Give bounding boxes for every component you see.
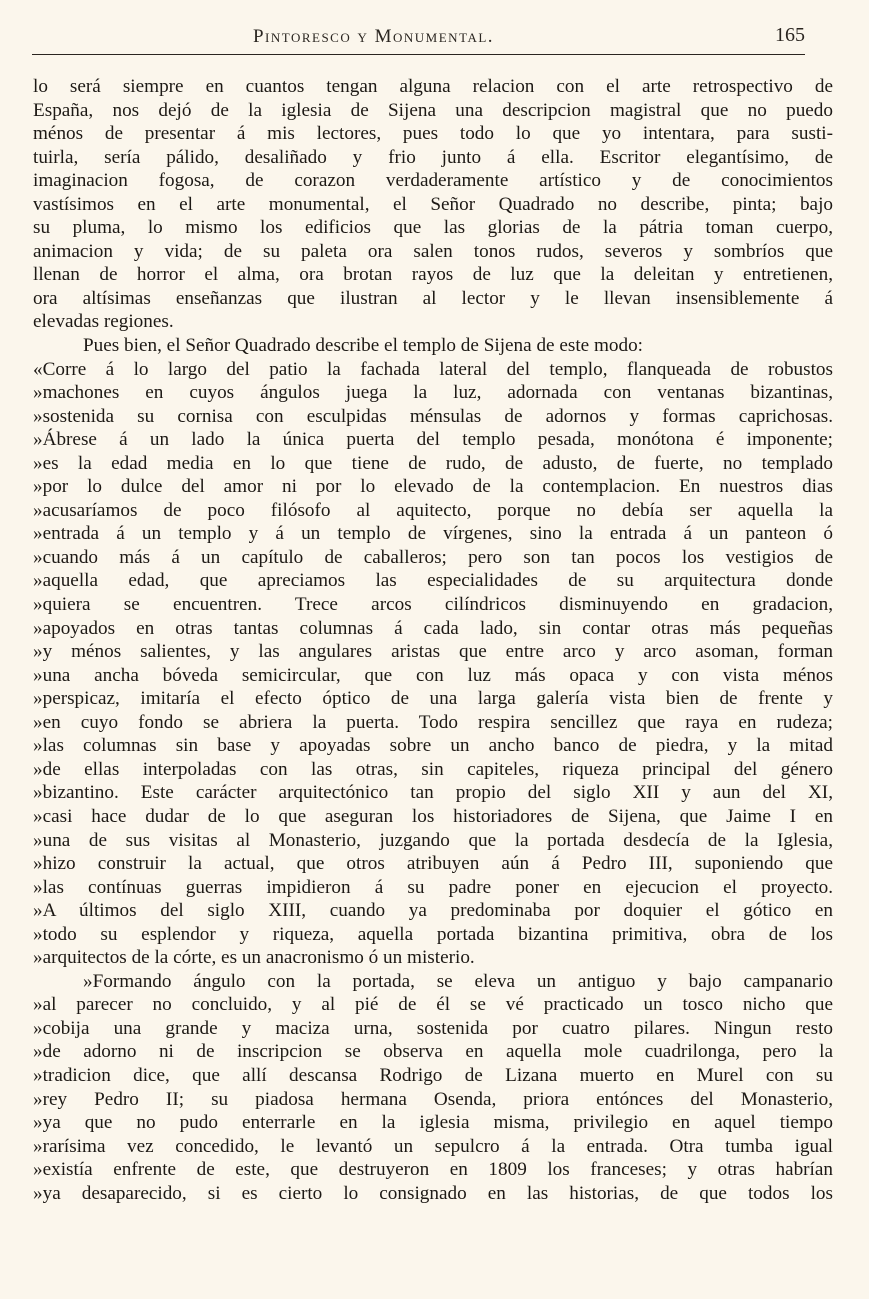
text-line: »rarísima vez concedido, le levantó un sepulcro á la entrada. Otra tumba igual [33,1135,833,1157]
text-line: »de adorno ni de inscripcion se observa en aquella mole cuadrilonga, pero la [33,1041,833,1063]
text-line: »machones en cuyos ángulos juega la luz, adornada con ventanas bizantinas, [33,382,833,404]
text-line: »sostenida su cornisa con esculpidas ménsulas de adornos y formas caprichosas. [33,405,833,427]
text-line: lo será siempre en cuantos tengan alguna relacion con el arte retrospectivo de [33,76,833,97]
text-line: »casi hace dudar de lo que aseguran los historiadores de Sijena, que Jaime I en [33,805,833,827]
text-line: »bizantino. Este carácter arquitectónico tan propio del siglo XII y aun del XI, [33,782,833,804]
text-line: »quiera se encuentren. Trece arcos cilíndricos disminuyendo en gradacion, [33,594,833,616]
text-line: ora altísimas enseñanzas que ilustran al lector y le llevan insensiblemente á [33,287,833,309]
text-line: Pues bien, el Señor Quadrado describe el templo de Sijena de este modo: [83,335,644,357]
text-line: »al parecer no concluido, y al pié de él se vé practicado un tosco nicho que [33,994,833,1016]
body-text [33,75,833,1205]
text-line: »cuando más á un capítulo de caballeros; pero son tan pocos los vestigios de [33,546,833,568]
text-line: »de ellas interpoladas con las otras, sin capiteles, riqueza principal del género [33,758,833,780]
text-line: »en cuyo fondo se abriera la puerta. Todo respira sencillez que raya en rudeza; [33,711,833,733]
text-line: »por lo dulce del amor ni por lo elevado de la contemplacion. En nuestros dias [33,476,833,498]
text-line: España, nos dejó de la iglesia de Sijena una descripcion magistral que no puedo [33,99,833,121]
text-line: »todo su esplendor y riqueza, aquella portada bizantina primitiva, obra de los [33,923,833,945]
text-line: »es la edad media en lo que tiene de rudo, de adusto, de fuerte, no templado [33,452,833,474]
text-line: elevadas regiones. [33,311,174,333]
text-line: vastísimos en el arte monumental, el Señor Quadrado no describe, pinta; bajo [33,193,833,215]
text-line: »acusaríamos de poco filósofo al aquitecto, porque no debía ser aquella la [33,499,833,521]
text-line: »rey Pedro II; su piadosa hermana Osenda, priora entónces del Monasterio, [33,1088,833,1110]
text-line: »Formando ángulo con la portada, se eleva un antiguo y bajo campanario [83,970,833,992]
text-line: ménos de presentar á mis lectores, pues todo lo que yo intentara, para susti- [33,123,833,145]
text-line: »las contínuas guerras impidieron á su padre poner en ejecucion el proyecto. [33,876,833,898]
text-line: animacion y vida; de su paleta ora salen tonos rudos, severos y sombríos que [33,240,833,262]
running-title: Pintoresco y Monumental. [252,26,495,47]
text-line: »Ábrese á un lado la única puerta del templo pesada, monótona é imponente; [33,429,833,451]
page-header [32,20,805,55]
text-line: »y ménos salientes, y las angulares aristas que entre arco y arco asoman, forman [33,641,833,663]
text-line: »entrada á un templo y á un templo de vírgenes, sino la entrada á un panteon ó [33,523,833,545]
text-line: »apoyados en otras tantas columnas á cada lado, sin contar otras más pequeñas [33,617,833,639]
text-line: llenan de horror el alma, ora brotan rayos de luz que la deleitan y entretienen, [33,264,833,286]
text-line: »hizo construir la actual, que otros atribuyen aún á Pedro III, suponiendo que [33,853,833,875]
page-number: 165 [775,24,805,46]
text-line: »tradicion dice, que allí descansa Rodrigo de Lizana muerto en Murel con su [33,1064,833,1086]
text-line: «Corre á lo largo del patio la fachada lateral del templo, flanqueada de robustos [33,358,833,380]
text-line: tuirla, sería pálido, desaliñado y frio junto á ella. Escritor elegantísimo, de [33,146,833,168]
text-line: »aquella edad, que apreciamos las especialidades de su arquitectura donde [33,570,833,592]
text-line: »cobija una grande y maciza urna, sostenida por cuatro pilares. Ningun resto [33,1017,833,1039]
text-line: »las columnas sin base y apoyadas sobre un ancho banco de piedra, y la mitad [33,735,833,757]
text-line: »ya que no pudo enterrarle en la iglesia misma, privilegio en aquel tiempo [33,1112,833,1134]
text-line: »existía enfrente de este, que destruyeron en 1809 los franceses; y otras habrían [33,1159,833,1181]
text-line: »una ancha bóveda semicircular, que con luz más opaca y con vista ménos [33,664,833,686]
text-line: »una de sus visitas al Monasterio, juzgando que la portada desdecía de la Iglesia, [33,829,833,851]
text-line: su pluma, lo mismo los edificios que las glorias de la pátria toman cuerpo, [33,217,833,239]
text-line: »ya desaparecido, si es cierto lo consignado en las historias, de que todos los [33,1182,833,1204]
text-line: »A últimos del siglo XIII, cuando ya predominaba por doquier el gótico en [33,900,833,922]
text-line: »arquitectos de la córte, es un anacronismo ó un misterio. [33,947,475,969]
text-line: imaginacion fogosa, de corazon verdaderamente artístico y de conocimientos [33,170,833,192]
text-line: »perspicaz, imitaría el efecto óptico de una larga galería vista bien de frente y [33,688,833,710]
